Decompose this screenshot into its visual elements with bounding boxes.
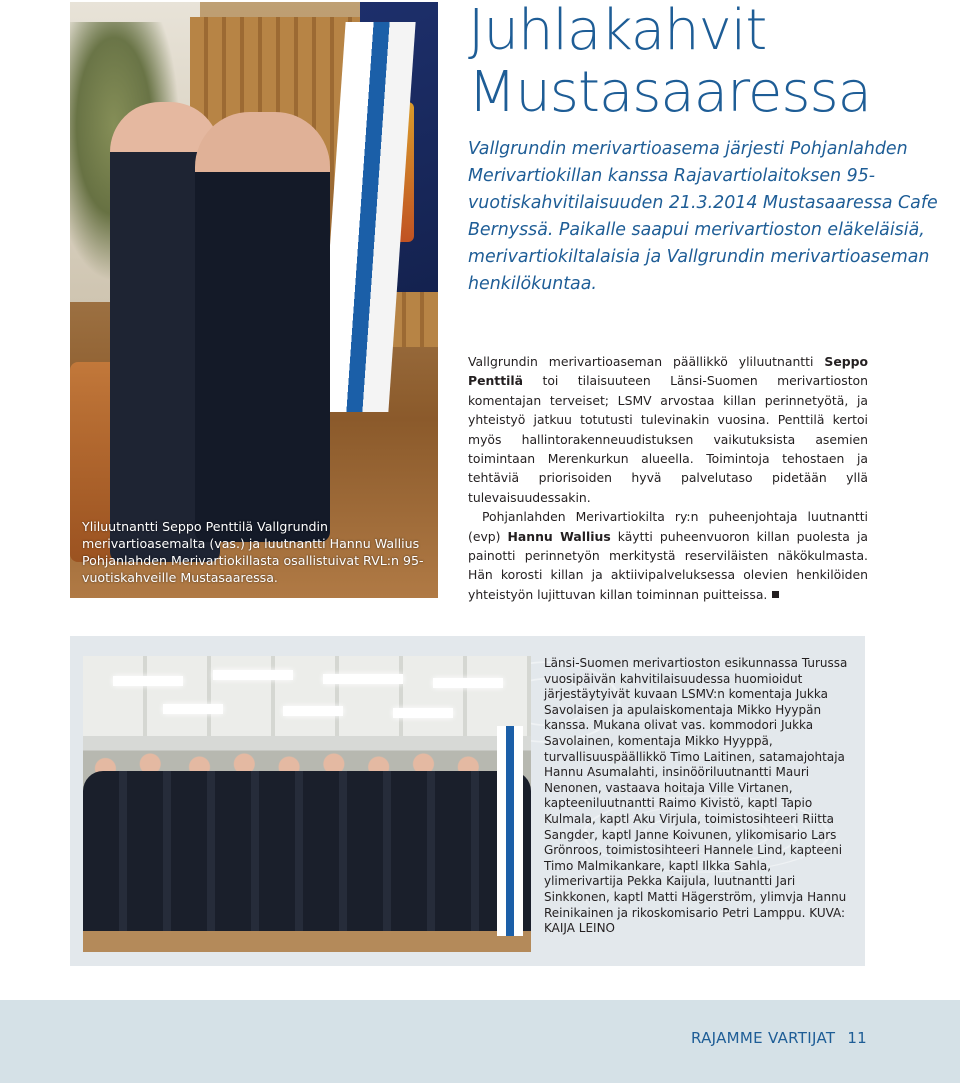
article-lead: Vallgrundin merivartioasema järjesti Pohjanlahden Merivartiokillan kanssa Rajavartiolaitoksen 95-vuotiskahvitilaisuuden 21.3.2014 Mustasaaressa Cafe Bernyssä. Paikalle saapui merivartioston eläkeläisiä, merivartiokiltalaisia ja Vallgrundin merivartioaseman henkilökuntaa. [468,139,938,294]
group-photo-box [70,636,865,966]
person-name: Hannu Wallius [507,528,611,544]
page-footer [0,1000,960,1083]
body-text: toi tilaisuuteen Länsi-Suomen merivartioston komentajan terveiset; LSMV arvostaa killan perinnetyötä, ja yhteistyö jatkuu totutusti tulevinakin vuosina. Penttilä kertoi myös hallintorakenneuudistuksen vaikutuksista asemien toimintaan Merenkurkun alueella. Toimintoja tehostaen ja tehtäviä priorisoiden hyvä palvelutaso pidetään yllä tulevaisuudessakin. [468,373,868,505]
page-number: 11 [847,1029,867,1047]
body-text: Pohjanlahden Merivartiokilta ry:n puheenjohtaja luutnantti (evp) [468,509,868,544]
group-photo-caption [544,656,854,937]
person-name: Seppo Penttilä [468,354,868,389]
top-photo [70,2,438,598]
photo-credit: KUVA: KAIJA LEINO [544,905,846,936]
body-paragraph-2 [468,507,868,604]
group-photo [83,656,531,952]
body-paragraph-1 [468,352,868,507]
headline-line-2: Mustasaaressa [468,60,871,125]
headline-line-1: Juhlakahvit [468,0,767,63]
article-body [468,352,868,604]
article-headline [468,0,938,124]
caption-text: Länsi-Suomen merivartioston esikunnassa Turussa vuosipäivän kahvitilaisuudessa huomioidut järjestäytyivät kuvaan LSMV:n komentaja Jukka Savolaisen ja apulaiskomentaja Mikko Hyypän kanssa. Mukana olivat vas. kommodori Jukka Savolainen, komentaja Mikko Hyyppä, turvallisuuspäällikkö Timo Laitinen, satamajohtaja Hannu Asumalahti, insinööriluutnantti Mauri Nenonen, vastaava hoitaja Ville Virtanen, kapteeniluutnantti Raimo Kivistö, kaptl Tapio Kulmala, kaptl Aku Virjula, toimistosihteeri Riitta Sangder, kaptl Janne Koivunen, ylikomisario Lars Grönroos, toimistosihteeri Hannele Lind, kapteeni Timo Malmikankare, kaptl Ilkka Sahla, ylimerivartija Pekka Kaijula, luutnantti Jari Sinkkonen, kaptl Matti Hägerström, ylimvja Hannu Reinikainen ja rikoskomisario Petri Lamppu. [544,656,848,920]
top-photo-caption: Yliluutnantti Seppo Penttilä Vallgrundin merivartioasemalta (vas.) ja luutnantti Hannu Wallius Pohjanlahden Merivartiokillasta osallistuivat RVL:n 95-vuotiskahveille Mustasaaressa. [82,519,424,585]
body-text: Vallgrundin merivartioaseman päällikkö yliluutnantti [468,354,825,369]
publication-name: RAJAMME VARTIJAT [690,1029,836,1047]
end-mark-icon [772,591,779,598]
body-text: käytti puheenvuoron killan puolesta ja painotti perinnetyön merkitystä reserviläisten näkökulmasta. Hän korosti killan ja aktiivipalveluksessa olevien henkilöiden yhteistyön lujittuvan killan toiminnan puitteissa. [468,528,868,602]
footer-text [691,1029,867,1047]
